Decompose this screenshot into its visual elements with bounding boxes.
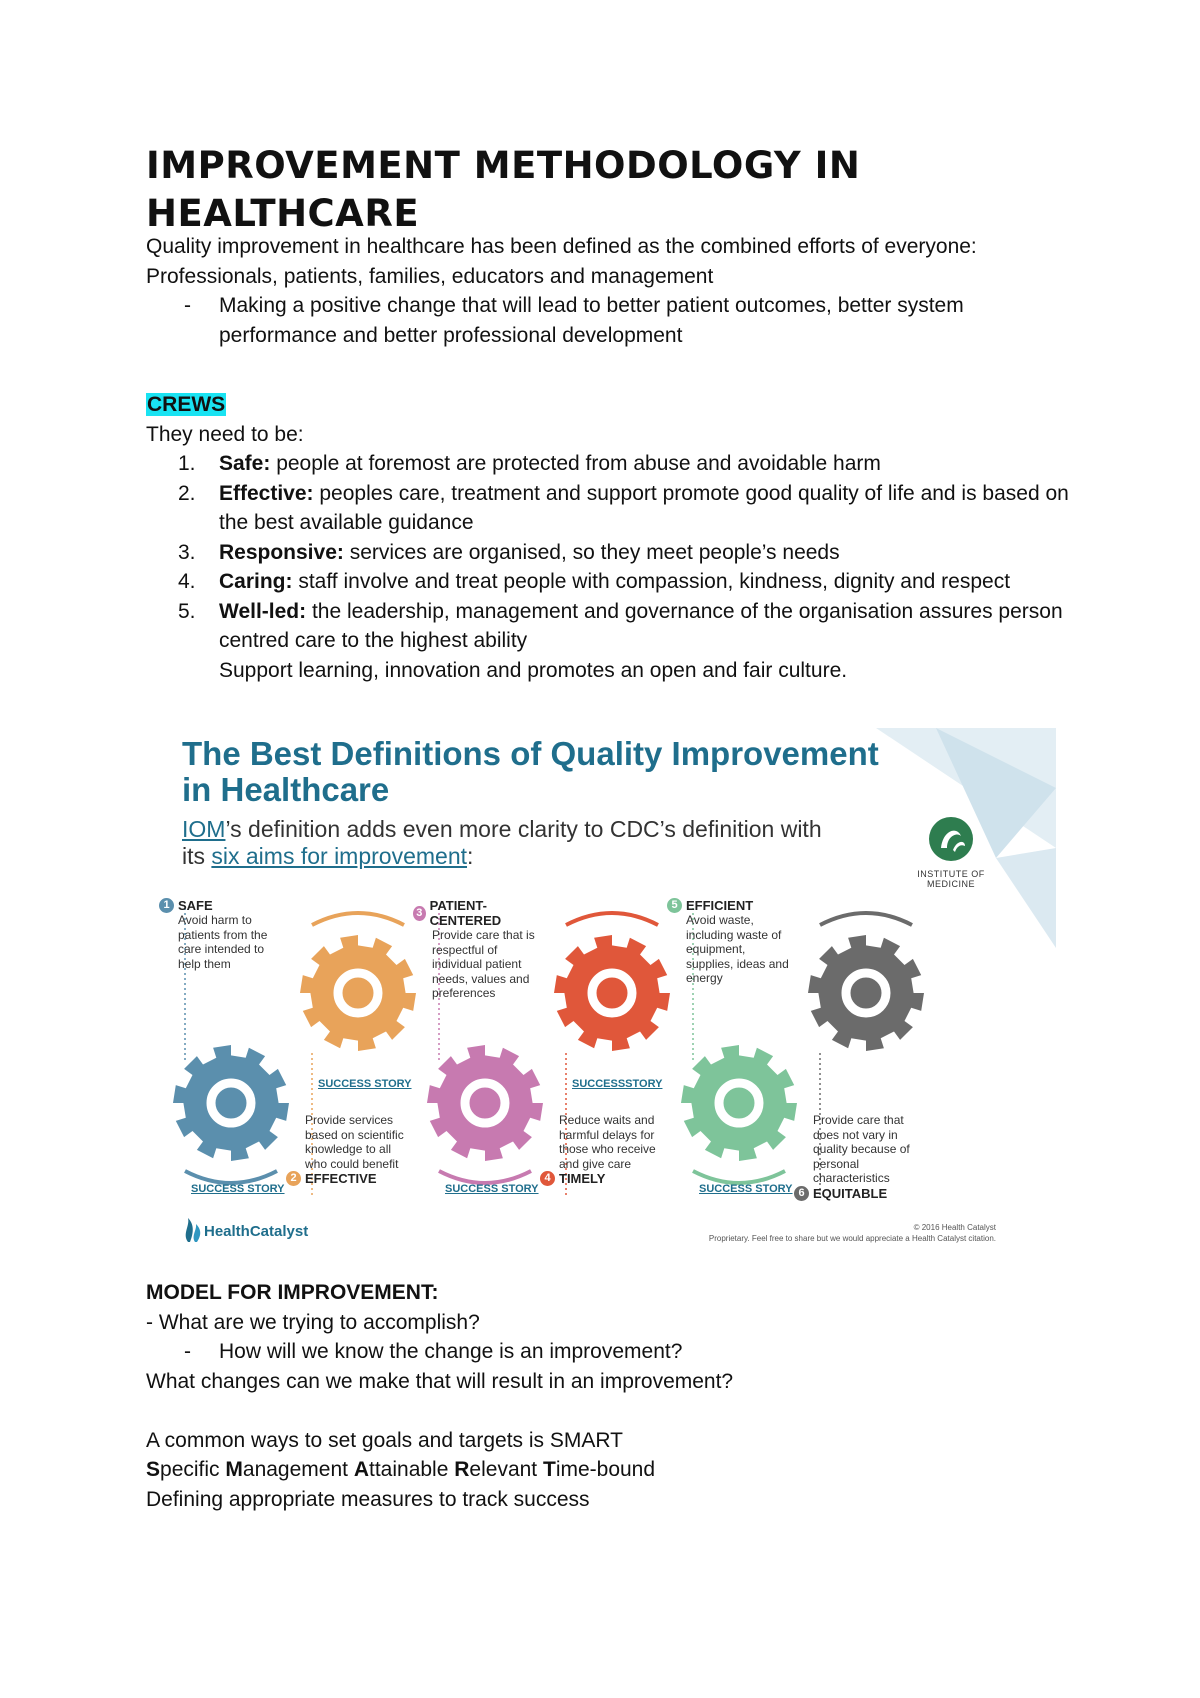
success-story-link[interactable]: SUCCESS STORY bbox=[191, 1183, 285, 1195]
crews-item bbox=[146, 449, 1076, 479]
health-catalyst-flame-icon bbox=[182, 1218, 204, 1244]
crews-item-text: staff involve and treat people with compassion, kindness, dignity and respect bbox=[292, 570, 1011, 593]
aim-title: SAFE bbox=[178, 898, 213, 913]
crews-item-number: 2. bbox=[178, 481, 196, 505]
iom-logo-text: INSTITUTE OF MEDICINE bbox=[917, 869, 985, 889]
crews-item bbox=[146, 479, 1076, 538]
crews-heading: CREWS bbox=[147, 393, 226, 416]
six-aims-link[interactable]: six aims for improvement bbox=[211, 843, 468, 869]
quality-infographic bbox=[146, 728, 1056, 1254]
aim-description: Provide services based on scientific knowledge to all who could benefit bbox=[305, 1113, 404, 1171]
intro-bullet-text: Making a positive change that will lead to better patient outcomes, better system performance and better professional development bbox=[219, 294, 964, 347]
intro-line-1: Quality improvement in healthcare has been defined as the combined efforts of everyone: bbox=[146, 235, 977, 258]
crews-item-number: 1. bbox=[178, 452, 196, 475]
aim-equitable bbox=[794, 1113, 919, 1201]
aim-description: Reduce waits and harmful delays for those who receive and give care bbox=[559, 1113, 656, 1171]
aim-number-badge: 2 bbox=[286, 1171, 301, 1186]
model-question-2-text: How will we know the change is an improvement? bbox=[219, 1340, 683, 1363]
crews-item-term: Safe: bbox=[219, 452, 271, 475]
smart-word: Time-bound bbox=[542, 1458, 656, 1481]
crews-extra bbox=[146, 656, 1076, 686]
aim-description: Provide care that is respectful of individual patient needs, values and preferences bbox=[432, 928, 535, 1000]
crews-item-text: people at foremost are protected from abuse and avoidable harm bbox=[270, 452, 881, 475]
intro-line-2: Professionals, patients, families, educators and management bbox=[146, 264, 714, 288]
crews-extra-text: Support learning, innovation and promotes an open and fair culture. bbox=[219, 658, 848, 682]
crews-item bbox=[146, 597, 1076, 656]
aim-timely bbox=[540, 1113, 665, 1186]
aim-safe bbox=[159, 898, 284, 971]
bullet-dash: - bbox=[184, 294, 191, 317]
aim-patient-centered bbox=[413, 898, 538, 1001]
crews-item bbox=[146, 538, 1076, 568]
crews-item-term: Effective: bbox=[219, 481, 314, 505]
gear-2-icon bbox=[300, 913, 416, 1051]
smart-outro: Defining appropriate measures to track success bbox=[146, 1487, 590, 1511]
aim-description: Provide care that does not vary in quality because of personal characteristics bbox=[813, 1113, 910, 1185]
gear-1-icon bbox=[173, 1045, 289, 1183]
crews-item-number: 3. bbox=[178, 540, 196, 564]
aim-description: Avoid harm to patients from the care intended to help them bbox=[178, 913, 268, 971]
aim-number-badge: 1 bbox=[159, 898, 174, 913]
success-story-link[interactable]: SUCCESS STORY bbox=[445, 1183, 539, 1195]
aim-title: PATIENT-CENTERED bbox=[429, 898, 502, 928]
gear-3-icon bbox=[427, 1045, 543, 1183]
aim-number-badge: 6 bbox=[794, 1186, 809, 1201]
page-title: IMPROVEMENT METHODOLOGY IN HEALTHCARE bbox=[146, 144, 861, 235]
aim-title: EFFECTIVE bbox=[305, 1171, 377, 1186]
aim-number-badge: 3 bbox=[413, 906, 426, 921]
smart-word: Relevant bbox=[454, 1458, 538, 1481]
bullet-dash: - bbox=[184, 1340, 191, 1363]
aim-efficient bbox=[667, 898, 792, 986]
intro-paragraph bbox=[146, 232, 1076, 350]
infographic-copyright: © 2016 Health Catalyst Proprietary. Feel free to share but we would appreciate a Health Catalyst citation. bbox=[708, 1223, 996, 1243]
model-heading: MODEL FOR IMPROVEMENT: bbox=[146, 1281, 439, 1304]
infographic-subtitle: IOM’s definition adds even more clarity to CDC’s definition with its six aims for improvement: bbox=[182, 816, 822, 869]
crews-item-term: Caring: bbox=[219, 570, 293, 593]
smart-intro: A common ways to set goals and targets is SMART bbox=[146, 1428, 623, 1452]
aim-description: Avoid waste, including waste of equipment, supplies, ideas and energy bbox=[686, 913, 789, 985]
gear-4-icon bbox=[554, 913, 670, 1051]
model-question-1: - What are we trying to accomplish? bbox=[146, 1310, 480, 1334]
aim-title: EQUITABLE bbox=[813, 1185, 888, 1201]
aim-number-badge: 5 bbox=[667, 898, 682, 913]
smart-word: Specific bbox=[146, 1458, 220, 1481]
smart-acronym-line bbox=[146, 1455, 1076, 1485]
crews-item-term: Responsive: bbox=[219, 540, 344, 564]
success-story-link[interactable]: SUCCESS STORY bbox=[699, 1183, 793, 1195]
model-question-2 bbox=[146, 1337, 1076, 1367]
crews-item-number: 5. bbox=[178, 599, 196, 623]
aim-title: TIMELY bbox=[559, 1171, 606, 1186]
aim-effective bbox=[286, 1113, 411, 1186]
crews-section bbox=[146, 390, 1076, 685]
intro-bullet bbox=[146, 291, 1076, 350]
crews-item-term: Well-led: bbox=[219, 599, 307, 623]
aim-number-badge: 4 bbox=[540, 1171, 555, 1186]
smart-word: Management bbox=[225, 1458, 348, 1481]
smart-word: Attainable bbox=[353, 1458, 449, 1481]
success-story-link[interactable]: SUCCESS STORY bbox=[318, 1078, 412, 1090]
gear-5-icon bbox=[681, 1045, 797, 1183]
model-section bbox=[146, 1278, 1076, 1514]
aim-title: EFFICIENT bbox=[686, 898, 754, 913]
crews-item-text: the leadership, management and governance of the organisation assures person centred care to the highest ability bbox=[219, 599, 1063, 652]
crews-item bbox=[146, 567, 1076, 597]
health-catalyst-logo: HealthCatalyst bbox=[182, 1218, 308, 1244]
iom-link[interactable]: IOM bbox=[182, 816, 226, 842]
crews-item-text: peoples care, treatment and support promote good quality of life and is based on the best available guidance bbox=[219, 481, 1069, 534]
crews-item-number: 4. bbox=[178, 570, 196, 593]
crews-item-text: services are organised, so they meet people’s needs bbox=[343, 540, 840, 564]
infographic-title: The Best Definitions of Quality Improvement in Healthcare bbox=[182, 735, 879, 808]
crews-list bbox=[146, 449, 1076, 656]
model-question-3: What changes can we make that will result in an improvement? bbox=[146, 1369, 734, 1393]
success-story-link[interactable]: SUCCESSSTORY bbox=[572, 1078, 663, 1090]
crews-intro: They need to be: bbox=[146, 422, 304, 446]
gear-6-icon bbox=[808, 913, 924, 1051]
